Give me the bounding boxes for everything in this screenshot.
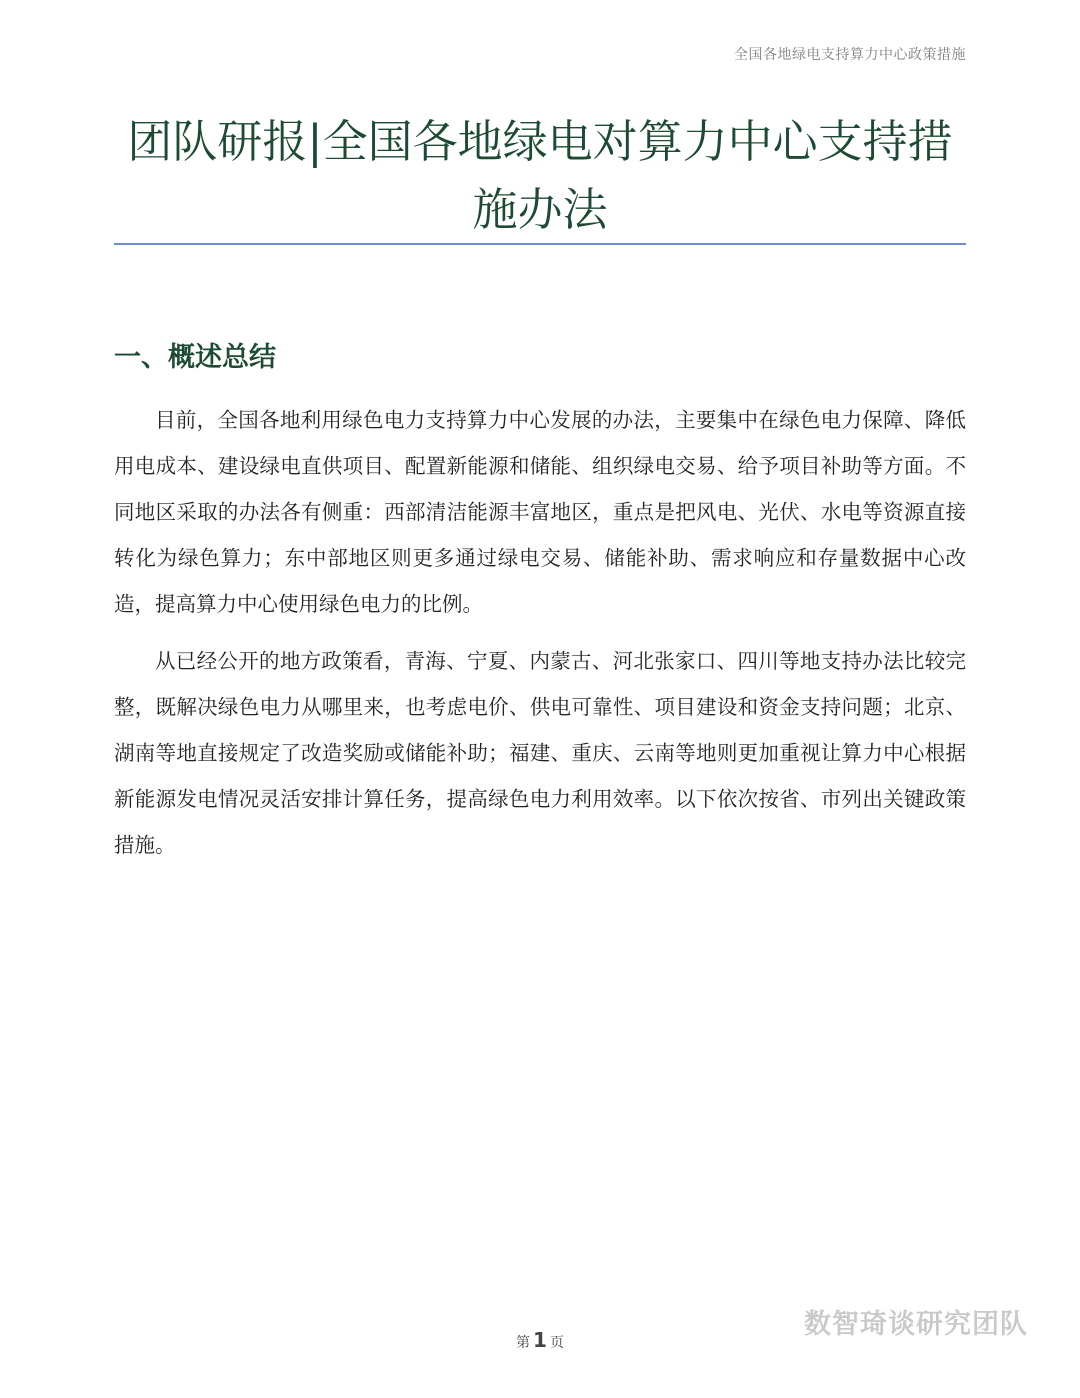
document-title: 团队研报|全国各地绿电对算力中心支持措施办法: [127, 115, 953, 236]
body-paragraph-1: 目前，全国各地利用绿色电力支持算力中心发展的办法，主要集中在绿色电力保障、降低用电成本、建设绿电直供项目、配置新能源和储能、组织绿电交易、给予项目补助等方面。不同地区采取的办法各有侧重：西部清洁能源丰富地区，重点是把风电、光伏、水电等资源直接转化为绿色算力；东中部地区则更多通过绿电交易、储能补助、需求响应和存量数据中心改造，提高算力中心使用绿色电力的比例。: [114, 408, 966, 616]
running-header: 全国各地绿电支持算力中心政策措施: [734, 47, 966, 63]
title-divider: [114, 243, 966, 245]
watermark: 数智琦谈研究团队: [804, 1309, 1028, 1340]
page-number-value: 1: [533, 1328, 547, 1352]
body-paragraph-2: 从已经公开的地方政策看，青海、宁夏、内蒙古、河北张家口、四川等地支持办法比较完整，既解决绿色电力从哪里来，也考虑电价、供电可靠性、项目建设和资金支持问题；北京、湖南等地直接规定了改造奖励或储能补助；福建、重庆、云南等地则更加重视让算力中心根据新能源发电情况灵活安排计算任务，提高绿色电力利用效率。以下依次按省、市列出关键政策措施。: [114, 649, 966, 857]
section-heading: 一、概述总结: [114, 342, 276, 373]
page-suffix: 页: [549, 1335, 564, 1351]
page-prefix: 第: [516, 1335, 531, 1351]
